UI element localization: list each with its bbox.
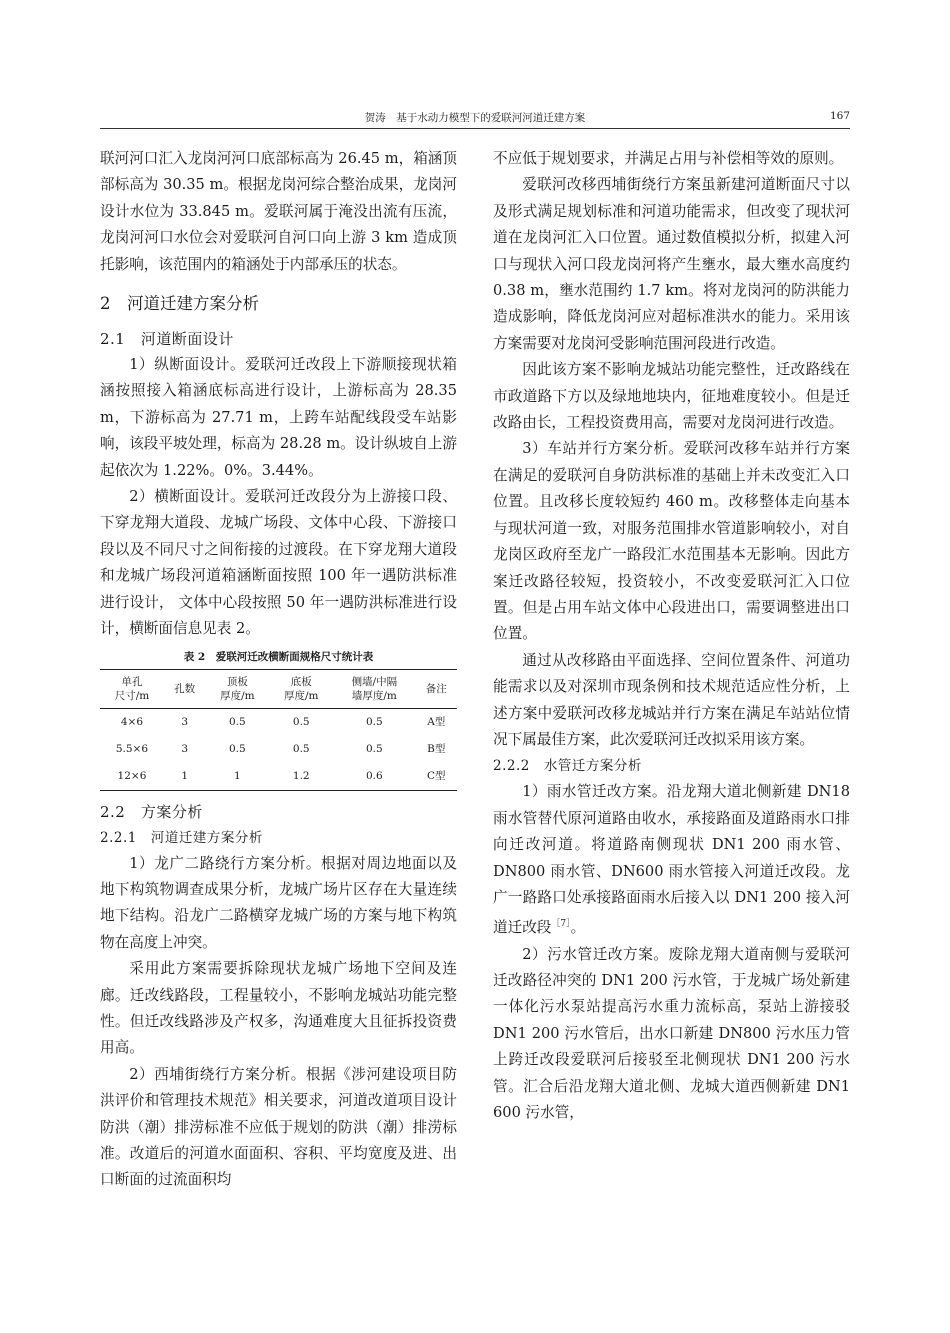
paragraph: 1）纵断面设计。爱联河迁改段上下游顺接现状箱涵按照接入箱涵底标高进行设计，上游标高为 28.35 m，下游标高为 27.71 m，上跨车站配线段受车站影响，该段平坡处理，标高为 28.28 m。设计纵坡自上游起依次为 1.22%。0%。3.44%。 <box>100 356 457 479</box>
paragraph: 2）污水管迁改方案。废除龙翔大道南侧与爱联河迁改路径冲突的 DN1 200 污水管，于龙城广场处新建一体化污水泵站提高污水重力流标高，泵站上游接驳 DN1 200 污水管后，出水口新建 DN800 污水压力管上跨迁改段爱联河后接驳至北侧现状 DN1 200 污水管。汇合后沿龙翔大道北侧、龙城大道西侧新建 DN1 600 污水管， <box>493 945 850 1122</box>
table-cell: 0.5 <box>365 715 383 728</box>
table-cell: 1 <box>181 769 188 782</box>
table-block <box>100 649 457 791</box>
subsection-heading: 2.1 河道断面设计 <box>100 330 234 349</box>
table-cell: 12×6 <box>117 769 147 782</box>
table-cell: 1 <box>234 769 241 782</box>
paragraph: 2）西埔街绕行方案分析。根据《涉河建设项目防洪评价和管理技术规范》相关要求，河道改道项目设计防洪（潮）排涝标准不应低于规划的防洪（潮）排涝标准。改道后的河道水面面积、容积、平均宽度及进、出口断面的过流面积均 <box>100 1065 457 1189</box>
paragraph: 联河河口汇入龙岗河河口底部标高为 26.45 m，箱涵顶部标高为 30.35 m。根据龙岗河综合整治成果，龙岗河设计水位为 33.845 m。爱联河属于淹没出流有压流，龙岗河河口水位会对爱联河自河口向上游 3 km 造成顶托影响，该范围内的箱涵处于内部承压的状态。 <box>100 150 457 273</box>
paragraph: 采用此方案需要拆除现状龙城广场地下空间及连廊。迁改线路段，工程量较小，不影响龙城站功能完整性。但迁改线路涉及产权多，沟通难度大且征拆投资费用高。 <box>100 960 457 1057</box>
paragraph: 2）横断面设计。爱联河迁改段分为上游接口段、下穿龙翔大道段、龙城广场段、文体中心段、下游接口段以及不同尺寸之间衔接的过渡段。在下穿龙翔大道段和龙城广场段河道箱涵断面按照 100 年一遇防洪标准进行设计， 文体中心段按照 50 年一遇防洪标准进行设计，横断面信息见表 2。 <box>100 488 457 638</box>
table-row <box>100 763 457 791</box>
paragraph <box>493 779 850 941</box>
subsubsection-heading: 2.2.1 河道迁建方案分析 <box>100 829 263 846</box>
header-title: 基于水动力模型下的爱联河河道迁建方案 <box>396 112 586 124</box>
paragraph-end: 。 <box>570 919 586 937</box>
col-header: 孔数 <box>164 669 206 708</box>
table-cell: C型 <box>426 769 446 782</box>
table-cell: 1.2 <box>292 769 310 782</box>
table-caption: 表 2 爱联河迁改横断面规格尺寸统计表 <box>183 650 374 663</box>
table-cell: 3 <box>181 715 188 728</box>
citation-ref[interactable]: ［7］ <box>551 919 571 930</box>
table-cell: 4×6 <box>120 715 144 728</box>
table-cell: 5.5×6 <box>115 742 149 755</box>
col-header: 侧墙/中隔 墙厚度/m <box>333 669 415 708</box>
col-header: 单孔 尺寸/m <box>100 669 164 708</box>
subsubsection-heading: 2.2.2 水管迁方案分析 <box>493 758 642 775</box>
running-header <box>100 106 850 129</box>
page-number: 167 <box>829 110 850 122</box>
right-column <box>493 146 850 1126</box>
col-header: 备注 <box>415 669 457 708</box>
table-cell: 0.5 <box>229 742 246 755</box>
table-row <box>100 736 457 763</box>
spec-table <box>100 669 457 791</box>
paragraph: 不应低于规划要求，并满足占用与补偿相等效的原则。 <box>493 150 844 167</box>
table-cell: 0.5 <box>365 742 383 755</box>
table-cell: 0.6 <box>365 769 383 782</box>
table-cell: 3 <box>181 742 188 755</box>
paragraph: 爱联河改移西埔街绕行方案虽新建河道断面尺寸以及形式满足规划标准和河道功能需求，但改变了现状河道在龙岗河汇入口位置。通过数值模拟分析，拟建入河口与现状入河口段龙岗河将产生壅水，最大壅水高度约 0.38 m，壅水范围约 1.7 km。将对龙岗河的防洪能力造成影响，降低龙岗河应对超标准洪水的能力。采用该方案需要对龙岗河受影响范围河段进行改造。 <box>493 176 850 352</box>
col-header: 顶板 厚度/m <box>205 669 269 708</box>
table-cell: 0.5 <box>292 742 310 755</box>
table-row <box>100 708 457 736</box>
table-header-row <box>100 669 457 708</box>
table-cell: B型 <box>427 742 446 755</box>
paragraph: 1）龙广二路绕行方案分析。根据对周边地面以及地下构筑物调查成果分析，龙城广场片区存在大量连续地下结构。沿龙广二路横穿龙城广场的方案与地下构筑物在高度上冲突。 <box>100 854 457 951</box>
section-heading: 2 河道迁建方案分析 <box>100 294 259 314</box>
table-cell: 0.5 <box>229 715 246 728</box>
col-header: 底板 厚度/m <box>269 669 333 708</box>
header-author: 贺涛 <box>364 112 386 124</box>
paragraph-text: 1）雨水管迁改方案。沿龙翔大道北侧新建 DN18 雨水管替代原河道路由收水，承接路面及道路雨水口排向迁改河道。将道路南侧现状 DN1 200 雨水管、DN800 雨水管、DN600 雨水管接入河道迁改段。龙广一路路口处承接路面雨水后接入以 DN1 200 接入河道迁改段 <box>493 783 850 937</box>
table-cell: 0.5 <box>292 715 310 728</box>
left-column <box>100 146 457 1194</box>
paragraph: 通过从改移路由平面选择、空间位置条件、河道功能需求以及对深圳市现条例和技术规范适应性分析，上述方案中爱联河改移龙城站并行方案在满足车站站位情况下属最佳方案，此次爱联河迁改拟采用该方案。 <box>493 651 850 748</box>
paragraph: 因此该方案不影响龙城站功能完整性，迁改路线在市政道路下方以及绿地地块内，征地难度较小。但是迁改路由长，工程投资费用高，需要对龙岗河进行改造。 <box>493 361 850 432</box>
running-title <box>100 110 850 125</box>
table-cell: A型 <box>427 715 446 728</box>
paragraph: 3）车站并行方案分析。爱联河改移车站并行方案在满足的爱联河自身防洪标准的基础上并未改变汇入口位置。且改移长度较短约 460 m。改移整体走向基本与现状河道一致，对服务范围排水管道影响较小，对自龙岗区政府至龙广一路段汇水范围基本无影响。因此方案迁改路径较短，投资较小，不改变爱联河汇入口位置。但是占用车站文体中心段进出口，需要调整进出口位置。 <box>493 440 850 643</box>
subsection-heading: 2.2 方案分析 <box>100 802 203 821</box>
